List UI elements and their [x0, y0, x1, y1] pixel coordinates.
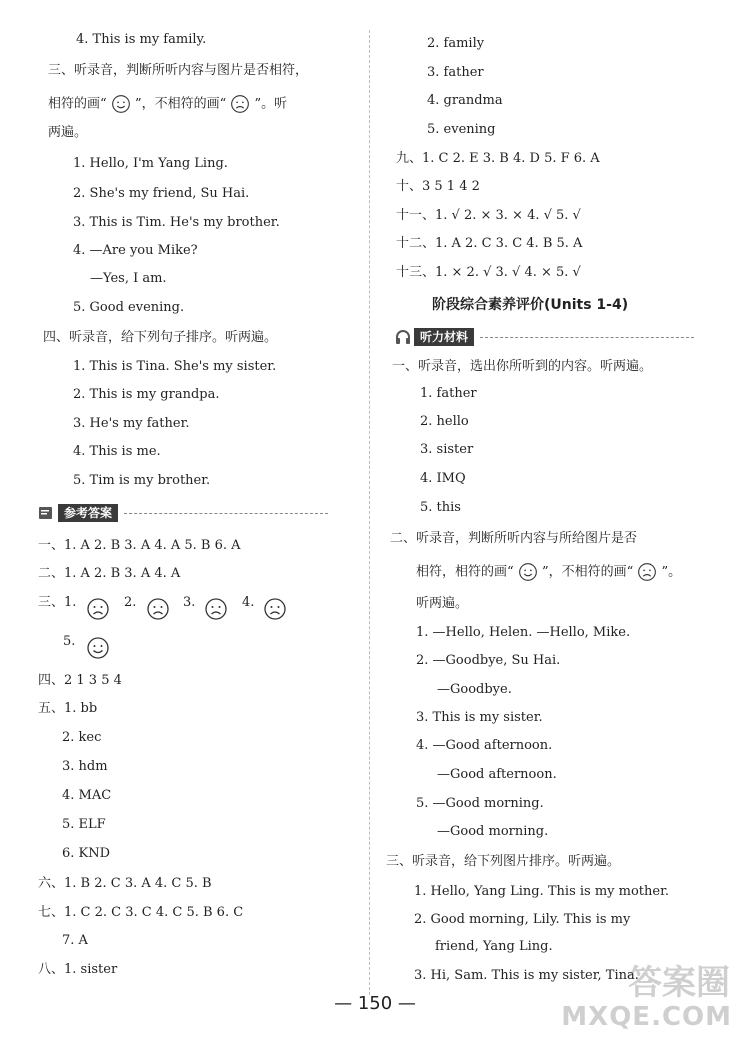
q3-instruction-line3: 两遍。: [48, 125, 88, 140]
q3-instruction-line2: [48, 94, 287, 114]
right-line: 5. —Good morning.: [416, 796, 544, 811]
sad-face-icon: [86, 597, 110, 625]
sad-face-icon: [146, 597, 170, 625]
left-line: 4. This is me.: [73, 444, 161, 459]
smile-face-icon: [86, 636, 110, 664]
q3-answer-number: 2.: [124, 595, 137, 610]
q3-answer-number: 3.: [183, 595, 196, 610]
q2-text-b: ”，不相符的画“: [541, 564, 634, 580]
left-line: 4. MAC: [62, 788, 112, 803]
q3-answer-number: 5.: [63, 634, 76, 649]
right-line: 3. Hi, Sam. This is my sister, Tina.: [414, 968, 639, 983]
right-line: 4. grandma: [427, 93, 503, 108]
badge-rule: [480, 337, 694, 338]
left-line: 四、2 1 3 5 4: [38, 673, 122, 688]
badge-rule: [124, 513, 328, 514]
pencil-book-icon: [38, 504, 56, 522]
right-line: 十一、1. √ 2. × 3. × 4. √ 5. √: [396, 208, 581, 223]
right-line: 2. family: [427, 36, 485, 51]
sad-face-icon: [230, 94, 250, 114]
left-line: 三、听录音，判断所听内容与图片是否相符，: [48, 63, 309, 78]
left-line: 二、1. A 2. B 3. A 4. A: [38, 566, 181, 581]
right-line: 2. Good morning, Lily. This is my: [414, 912, 631, 927]
q2-text-c: ”。: [661, 564, 682, 580]
right-line: 听两遍。: [416, 596, 469, 611]
right-line: 3. sister: [420, 442, 474, 457]
right-line: 3. This is my sister.: [416, 710, 543, 725]
right-line: 1. —Hello, Helen. —Hello, Mike.: [416, 625, 631, 640]
left-line: 3. He's my father.: [73, 416, 190, 431]
right-line: 3. father: [427, 65, 484, 80]
section-title: 阶段综合素养评价(Units 1-4): [432, 297, 629, 313]
right-line: 2. —Goodbye, Su Hai.: [416, 653, 561, 668]
right-line: —Goodbye.: [437, 682, 512, 697]
right-line: 十三、1. × 2. √ 3. √ 4. × 5. √: [396, 265, 581, 280]
q3-item: 2. She's my friend, Su Hai.: [73, 186, 250, 201]
q3-item: 3. This is Tim. He's my brother.: [73, 215, 280, 230]
smile-face-icon: [111, 94, 131, 114]
q3-item: 1. Hello, I'm Yang Ling.: [73, 156, 228, 171]
q3-text-b: ”，不相符的画“: [134, 96, 227, 112]
answer-key-label: 参考答案: [58, 504, 118, 522]
right-line: 十二、1. A 2. C 3. C 4. B 5. A: [396, 236, 583, 251]
right-line: 2. hello: [420, 414, 469, 429]
page-number: — 150 —: [334, 993, 416, 1014]
right-line: 1. Hello, Yang Ling. This is my mother.: [414, 884, 670, 899]
q3-item: —Yes, I am.: [90, 271, 167, 286]
answer-key-badge: [38, 504, 328, 522]
watermark-url: MXQE.COM: [561, 1002, 732, 1032]
right-line: friend, Yang Ling.: [435, 939, 553, 954]
q3-text-c: ”。听: [254, 96, 288, 112]
q2-instruction-line2: [416, 562, 681, 582]
q3-answer-number: 4.: [242, 595, 255, 610]
sad-face-icon: [637, 562, 657, 582]
right-line: —Good morning.: [437, 824, 549, 839]
q3-item: 4. —Are you Mike?: [73, 243, 198, 258]
right-line: 二、听录音，判断所听内容与所给图片是否: [390, 531, 638, 546]
right-line: 5. this: [420, 500, 461, 515]
right-line: —Good afternoon.: [437, 767, 557, 782]
left-line: 2. This is my grandpa.: [73, 387, 220, 402]
right-line: 三、听录音，给下列图片排序。听两遍。: [386, 854, 621, 869]
left-line: 七、1. C 2. C 3. C 4. C 5. B 6. C: [38, 905, 244, 920]
left-line: 4. This is my family.: [76, 32, 207, 47]
sad-face-icon: [263, 597, 287, 625]
left-line: 5. Good evening.: [73, 300, 185, 315]
left-line: 7. A: [62, 933, 88, 948]
left-line: 1. This is Tina. She's my sister.: [73, 359, 277, 374]
right-line: 4. IMQ: [420, 471, 466, 486]
q3-text-a: 相符的画“: [48, 96, 107, 112]
left-line: 2. kec: [62, 730, 102, 745]
left-line: 五、1. bb: [38, 701, 98, 716]
left-line: 5. Tim is my brother.: [73, 473, 211, 488]
right-line: 5. evening: [427, 122, 496, 137]
left-line: 3. hdm: [62, 759, 108, 774]
listening-material-label: 听力材料: [414, 328, 474, 346]
right-line: 4. —Good afternoon.: [416, 738, 553, 753]
headphones-icon: [394, 328, 412, 346]
left-line: 四、听录音，给下列句子排序。听两遍。: [43, 330, 278, 345]
listening-material-badge: [394, 328, 694, 346]
right-line: 一、听录音，选出你所听到的内容。听两遍。: [392, 359, 653, 374]
q2-text-a: 相符，相符的画“: [416, 564, 514, 580]
q3-answer-label: 三、1.: [38, 595, 77, 610]
left-line: 一、1. A 2. B 3. A 4. A 5. B 6. A: [38, 538, 241, 553]
right-line: 1. father: [420, 386, 477, 401]
right-line: 十、3 5 1 4 2: [396, 179, 480, 194]
left-line: 八、1. sister: [38, 962, 118, 977]
column-divider: [369, 30, 370, 995]
right-line: 九、1. C 2. E 3. B 4. D 5. F 6. A: [396, 151, 600, 166]
smile-face-icon: [518, 562, 538, 582]
watermark-logo: 答案圈: [628, 963, 730, 1003]
sad-face-icon: [204, 597, 228, 625]
left-line: 5. ELF: [62, 817, 106, 832]
left-line: 六、1. B 2. C 3. A 4. C 5. B: [38, 876, 212, 891]
left-line: 6. KND: [62, 846, 111, 861]
